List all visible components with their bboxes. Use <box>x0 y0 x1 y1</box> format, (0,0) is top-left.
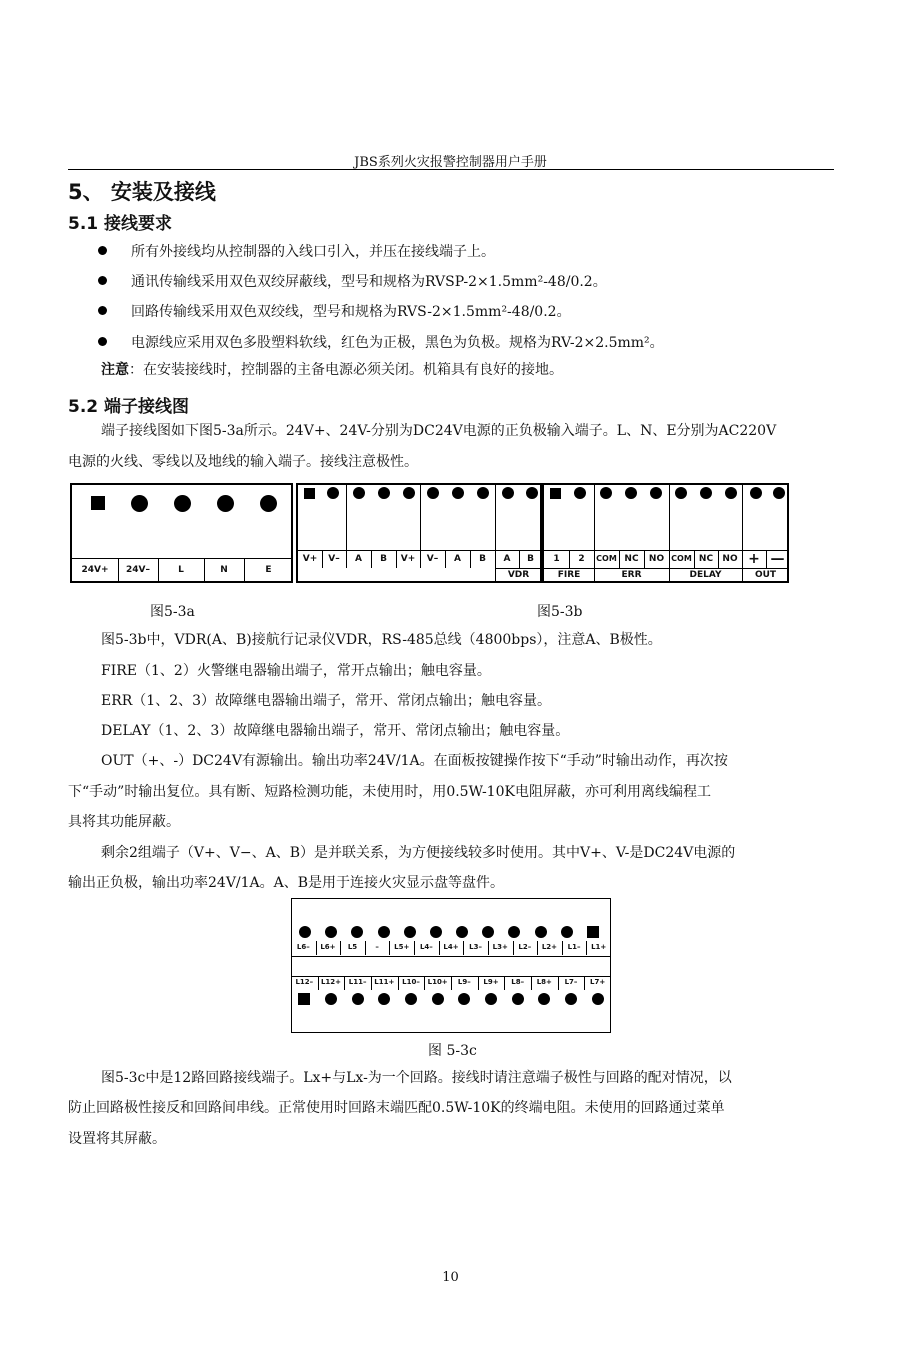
loop-terminal-label: L8+ <box>536 978 552 986</box>
terminal-label: 1 <box>553 554 560 564</box>
bullet-icon <box>98 276 107 285</box>
terminal-label: 24V+ <box>81 565 109 575</box>
loop-terminal-label: L6+ <box>320 943 336 951</box>
desc-vdr: 图5-3b中，VDR(A、B)接航行记录仪VDR，RS-485总线（4800bps），注意A、B极性。 <box>101 632 662 648</box>
round-terminal-icon <box>485 993 497 1005</box>
terminal-label: NO <box>722 554 738 564</box>
terminal-block-power <box>70 483 293 583</box>
terminal-block-bus <box>296 483 542 583</box>
loop-terminal-label: L5 <box>347 943 358 951</box>
loop-terminal-label: L12– <box>295 978 314 986</box>
loop-terminal-label: L9+ <box>483 978 499 986</box>
caption-fig-5-3a: 图5-3a <box>150 604 195 620</box>
closing-line2: 防止回路极性接反和回路间串线。正常使用时回路末端匹配0.5W-10K的终端电阻。未使用的回路通过菜单 <box>68 1100 725 1116</box>
loop-terminal-label: L3+ <box>492 943 508 951</box>
round-terminal-icon <box>773 487 785 499</box>
round-terminal-icon <box>650 487 662 499</box>
round-terminal-icon <box>477 487 489 499</box>
round-terminal-icon <box>512 993 524 1005</box>
loop-terminal-label: L3– <box>469 943 483 951</box>
loop-terminal-label: L2+ <box>541 943 558 951</box>
terminal-label: B <box>527 554 534 564</box>
terminal-label: B <box>380 554 387 564</box>
loop-terminal-label: L4– <box>419 943 433 951</box>
terminal-label: A <box>503 554 511 564</box>
desc-out-line1: OUT（+、-）DC24V有源输出。输出功率24V/1A。在面板按键操作按下“手动”时输出动作，再次按 <box>101 753 728 769</box>
terminal-label: V+ <box>400 554 416 564</box>
round-terminal-icon <box>327 487 339 499</box>
loop-terminal-label: L7– <box>564 978 578 986</box>
bullet-icon <box>98 246 107 255</box>
closing-line3: 设置将其屏蔽。 <box>68 1131 166 1147</box>
round-terminal-icon <box>325 993 337 1005</box>
round-terminal-icon <box>592 993 604 1005</box>
round-terminal-icon <box>430 926 442 938</box>
terminal-label: 24V– <box>126 565 150 575</box>
terminal-label: E <box>265 565 272 575</box>
round-terminal-icon <box>750 487 762 499</box>
loop-terminal-label: L7+ <box>590 978 606 986</box>
round-terminal-icon <box>561 926 573 938</box>
terminal-label: L <box>178 565 184 575</box>
bullet-item: 通讯传输线采用双色双绞屏蔽线，型号和规格为RVSP-2×1.5mm²-48/0.2。 <box>98 271 607 291</box>
round-terminal-icon <box>405 993 417 1005</box>
terminal-label: NC <box>624 554 639 564</box>
round-terminal-icon <box>535 926 547 938</box>
loop-terminal-label: L11+ <box>374 978 395 986</box>
desc-remaining-line1: 剩余2组端子（V+、V−、A、B）是并联关系，为方便接线较多时使用。其中V+、V-是DC24V电源的 <box>101 845 736 861</box>
round-terminal-icon <box>131 495 148 512</box>
terminal-label: A <box>454 554 461 564</box>
terminal-label: A <box>355 554 362 564</box>
round-terminal-icon <box>427 487 439 499</box>
round-terminal-icon <box>565 993 577 1005</box>
group-label-fire: FIRE <box>557 570 581 580</box>
round-terminal-icon <box>725 487 737 499</box>
group-label-vdr: VDR <box>507 570 530 580</box>
desc-fire: FIRE（1、2）火警继电器输出端子，常开点输出；触电容量。 <box>101 663 491 679</box>
square-terminal-icon <box>550 488 561 499</box>
loop-terminal-label: L1– <box>567 943 581 951</box>
terminal-label: + <box>748 551 760 567</box>
loop-terminal-label: L10– <box>402 978 420 986</box>
subsection-title-5-2: 5.2 端子接线图 <box>68 397 190 417</box>
round-terminal-icon <box>452 487 464 499</box>
round-terminal-icon <box>353 487 365 499</box>
round-terminal-icon <box>574 487 586 499</box>
round-terminal-icon <box>502 487 514 499</box>
round-terminal-icon <box>675 487 687 499</box>
loop-terminal-label: L5+ <box>394 943 410 951</box>
bullet-item: 回路传输线采用双色双绞线，型号和规格为RVS-2×1.5mm²-48/0.2。 <box>98 301 571 321</box>
desc-err: ERR（1、2、3）故障继电器输出端子，常开、常闭点输出；触电容量。 <box>101 693 552 709</box>
square-terminal-icon <box>298 993 310 1005</box>
header-rule <box>68 169 834 170</box>
round-terminal-icon <box>403 487 415 499</box>
round-terminal-icon <box>378 926 390 938</box>
loop-terminal-label: L10+ <box>427 978 448 986</box>
desc-out-line2: 下“手动”时输出复位。具有断、短路检测功能，未使用时，用0.5W-10K电阻屏蔽，亦可利用离线编程工 <box>68 784 711 800</box>
round-terminal-icon <box>260 495 277 512</box>
terminal-block-loops <box>291 898 611 1033</box>
round-terminal-icon <box>700 487 712 499</box>
loop-terminal-label: L11– <box>348 978 367 986</box>
group-label-err: ERR <box>621 570 642 580</box>
round-terminal-icon <box>299 926 311 938</box>
desc-delay: DELAY（1、2、3）故障继电器输出端子，常开、常闭点输出；触电容量。 <box>101 723 570 739</box>
loop-terminal-label: L2– <box>518 943 532 951</box>
loop-terminal-label: L6– <box>296 943 310 951</box>
square-terminal-icon <box>304 488 315 499</box>
terminal-label: NO <box>648 554 665 564</box>
subsection-title-5-1: 5.1 接线要求 <box>68 214 173 234</box>
desc-remaining-line2: 输出正负极，输出功率24V/1A。A、B是用于连接火灾显示盘等盘件。 <box>68 875 505 891</box>
loop-terminal-label: L1+ <box>591 943 607 951</box>
round-terminal-icon <box>404 926 416 938</box>
desc-out-line3: 具将其功能屏蔽。 <box>68 814 180 830</box>
caption-fig-5-3b: 图5-3b <box>537 604 583 620</box>
round-terminal-icon <box>174 495 191 512</box>
terminal-label: N <box>220 565 228 575</box>
round-terminal-icon <box>600 487 612 499</box>
closing-line1: 图5-3c中是12路回路接线端子。Lx+与Lx-为一个回路。接线时请注意端子极性与回路的配对情况，以 <box>101 1070 732 1086</box>
bullet-icon <box>98 337 107 346</box>
intro-line-2: 电源的火线、零线以及地线的输入端子。接线注意极性。 <box>68 454 418 470</box>
loop-terminal-label: – <box>375 943 379 951</box>
loop-terminal-label: L4+ <box>443 943 459 951</box>
terminal-block-relay <box>542 483 789 583</box>
terminal-label: NC <box>698 554 714 564</box>
round-terminal-icon <box>217 495 234 512</box>
terminal-label: B <box>479 554 486 564</box>
bullet-item: 电源线应采用双色多股塑料软线，红色为正极，黑色为负极。规格为RV-2×2.5mm²。 <box>98 332 664 352</box>
round-terminal-icon <box>526 487 538 499</box>
terminal-label: — <box>770 551 785 567</box>
terminal-label: COM <box>596 554 617 563</box>
terminal-label: COM <box>671 554 692 563</box>
loop-terminal-label: L8– <box>511 978 525 986</box>
round-terminal-icon <box>432 993 444 1005</box>
caption-fig-5-3c: 图 5-3c <box>428 1043 477 1059</box>
loop-terminal-label: L12+ <box>320 978 342 986</box>
group-label-out: OUT <box>754 570 777 580</box>
page-header: JBS系列火灾报警控制器用户手册 <box>354 155 547 170</box>
note-paragraph: 注意：在安装接线时，控制器的主备电源必须关闭。机箱具有良好的接地。 <box>101 362 563 378</box>
round-terminal-icon <box>625 487 637 499</box>
group-label-delay: DELAY <box>689 570 722 580</box>
terminal-label: V+ <box>302 554 318 564</box>
bullet-icon <box>98 306 107 315</box>
section-title: 5、 安装及接线 <box>68 180 216 204</box>
terminal-label: V– <box>426 554 439 564</box>
round-terminal-icon <box>456 926 468 938</box>
terminal-label: 2 <box>578 554 585 564</box>
round-terminal-icon <box>352 993 364 1005</box>
round-terminal-icon <box>378 487 390 499</box>
square-terminal-icon <box>587 926 599 938</box>
terminal-label: V– <box>328 554 340 564</box>
page-number: 10 <box>442 1270 459 1285</box>
loop-terminal-label: L9– <box>457 978 471 986</box>
square-terminal-icon <box>91 496 105 510</box>
bullet-item: 所有外接线均从控制器的入线口引入，并压在接线端子上。 <box>98 241 495 261</box>
intro-line-1: 端子接线图如下图5-3a所示。24V+、24V-分别为DC24V电源的正负极输入端子。L、N、E分别为AC220V <box>101 423 777 439</box>
